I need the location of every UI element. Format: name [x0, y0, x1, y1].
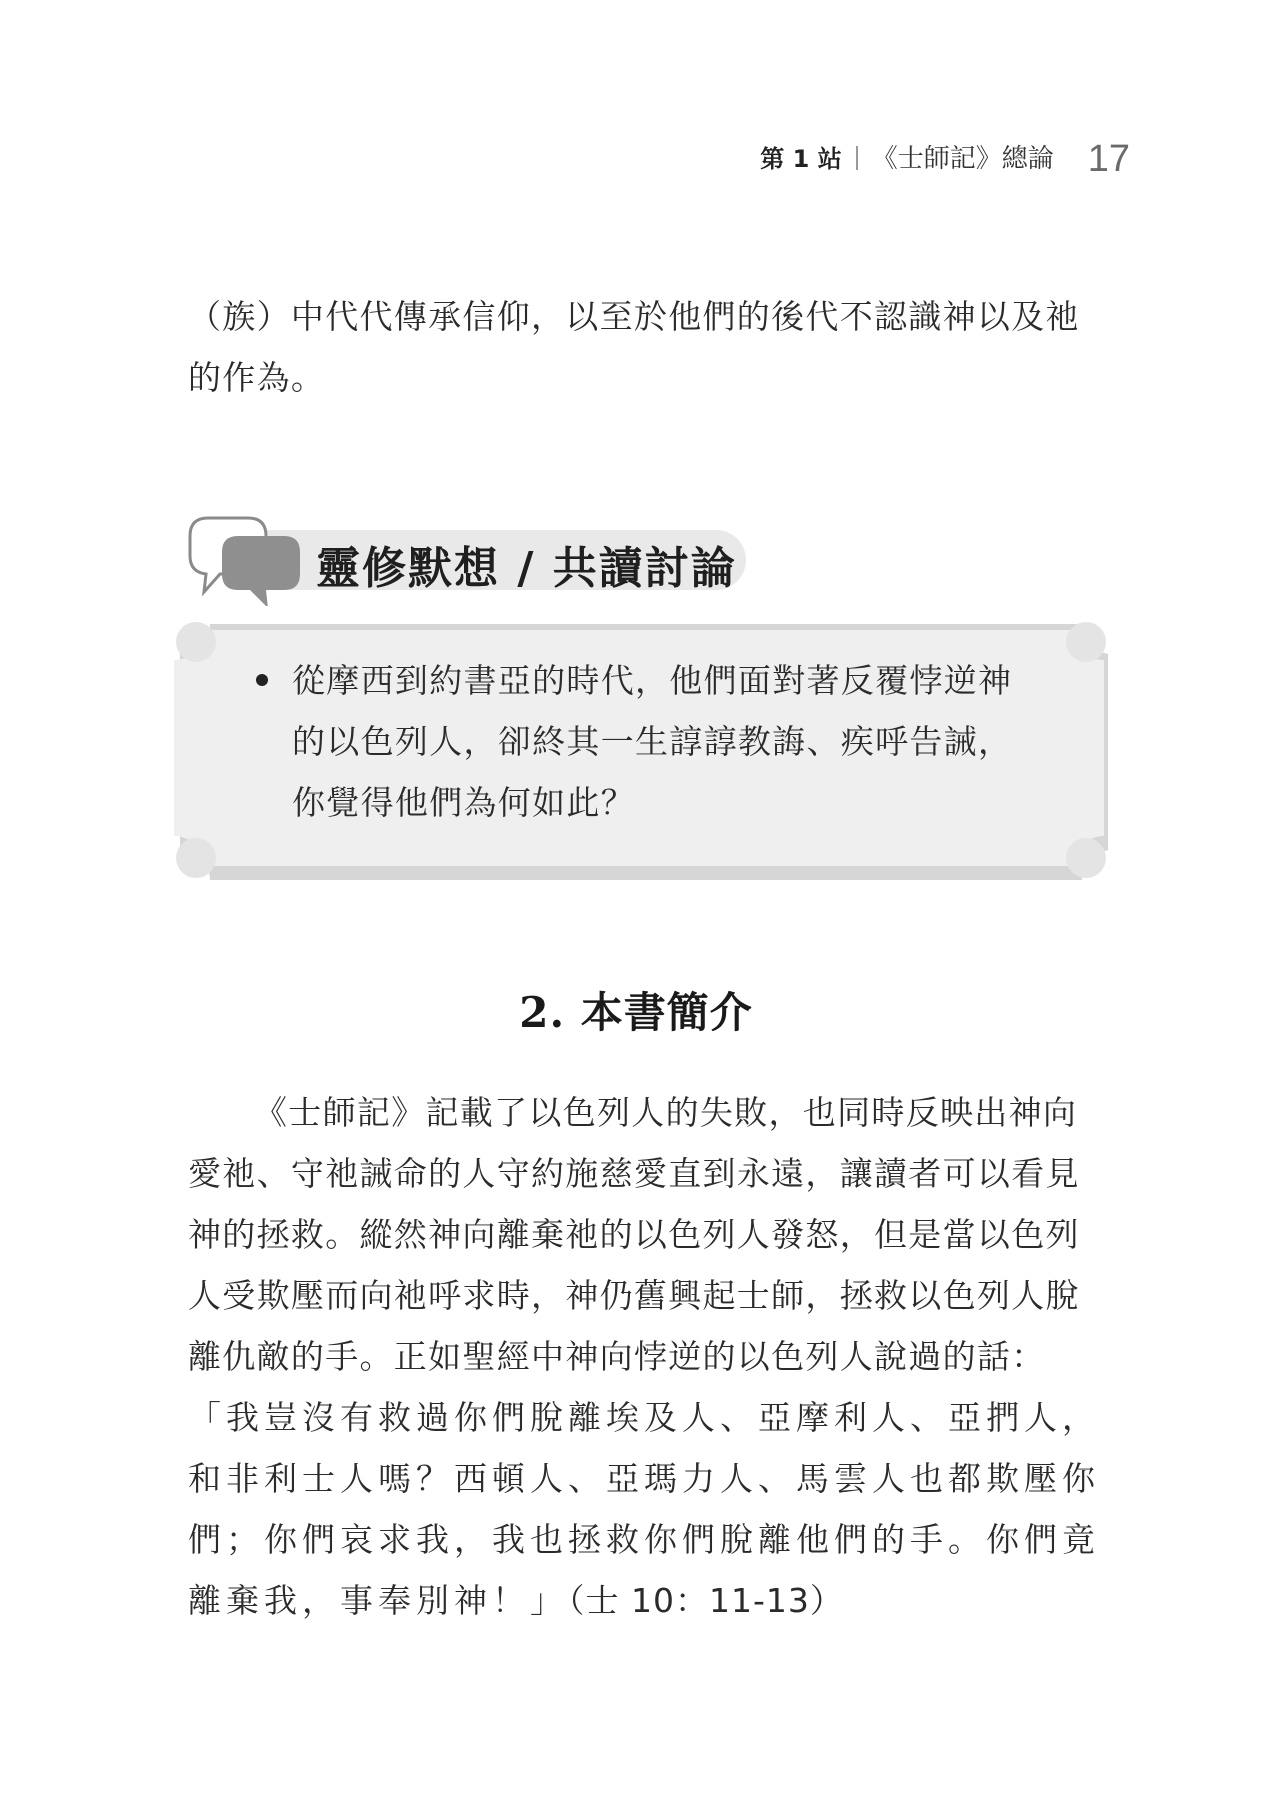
question-line: 的以色列人，卻終其一生諄諄教誨、疾呼告誡， — [292, 722, 1013, 761]
scripture-quote-line: 們；你們哀求我，我也拯救你們脫離他們的手。你們竟 — [188, 1520, 1100, 1559]
scripture-quote-last-line — [188, 1570, 1088, 1631]
question-line: 從摩西到約書亞的時代，他們面對著反覆悖逆神 — [292, 661, 1013, 700]
banner-title: 靈修默想 / 共讀討論 — [316, 543, 737, 594]
question-card — [172, 610, 1108, 880]
paragraph-line: （族）中代代傳承信仰，以至於他們的後代不認識神以及祂 — [188, 297, 1080, 336]
paragraph-line: 的作為。 — [188, 358, 326, 397]
question-line: 你覺得他們為何如此？ — [292, 783, 635, 822]
running-header — [760, 134, 1130, 180]
question-text — [292, 650, 1012, 833]
paragraph-line: 《士師記》記載了以色列人的失敗，也同時反映出神向 — [254, 1093, 1078, 1132]
page-number: 17 — [1087, 138, 1130, 180]
intro-paragraph — [188, 1082, 1100, 1631]
scripture-quote-line: 離棄我，事奉別神！」 — [188, 1581, 568, 1620]
paragraph-line: 人受欺壓而向祂呼求時，神仍舊興起士師，拯救以色列人脫 — [188, 1276, 1080, 1315]
top-paragraph — [188, 286, 1088, 408]
chapter-title: 《士師記》總論 — [871, 144, 1054, 174]
section-heading: 2. 本書簡介 — [519, 988, 753, 1037]
header-divider — [856, 146, 858, 170]
station-label: 第 1 站 — [760, 145, 842, 173]
speech-bubbles-icon — [186, 516, 316, 606]
paragraph-line: 神的拯救。縱然神向離棄祂的以色列人發怒，但是當以色列 — [188, 1215, 1080, 1254]
scripture-citation: （士 10：11-13） — [568, 1581, 844, 1620]
scripture-quote-line: 「我豈沒有救過你們脫離埃及人、亞摩利人、亞捫人， — [188, 1398, 1100, 1437]
paragraph-line: 愛祂、守祂誡命的人守約施慈愛直到永遠，讓讀者可以看見 — [188, 1154, 1080, 1193]
paragraph-line: 離仇敵的手。正如聖經中神向悖逆的以色列人說過的話： — [188, 1337, 1046, 1376]
scripture-quote-line: 和非利士人嗎？西頓人、亞瑪力人、馬雲人也都欺壓你 — [188, 1459, 1100, 1498]
bullet-dot — [256, 674, 268, 686]
reflection-banner — [186, 516, 746, 606]
